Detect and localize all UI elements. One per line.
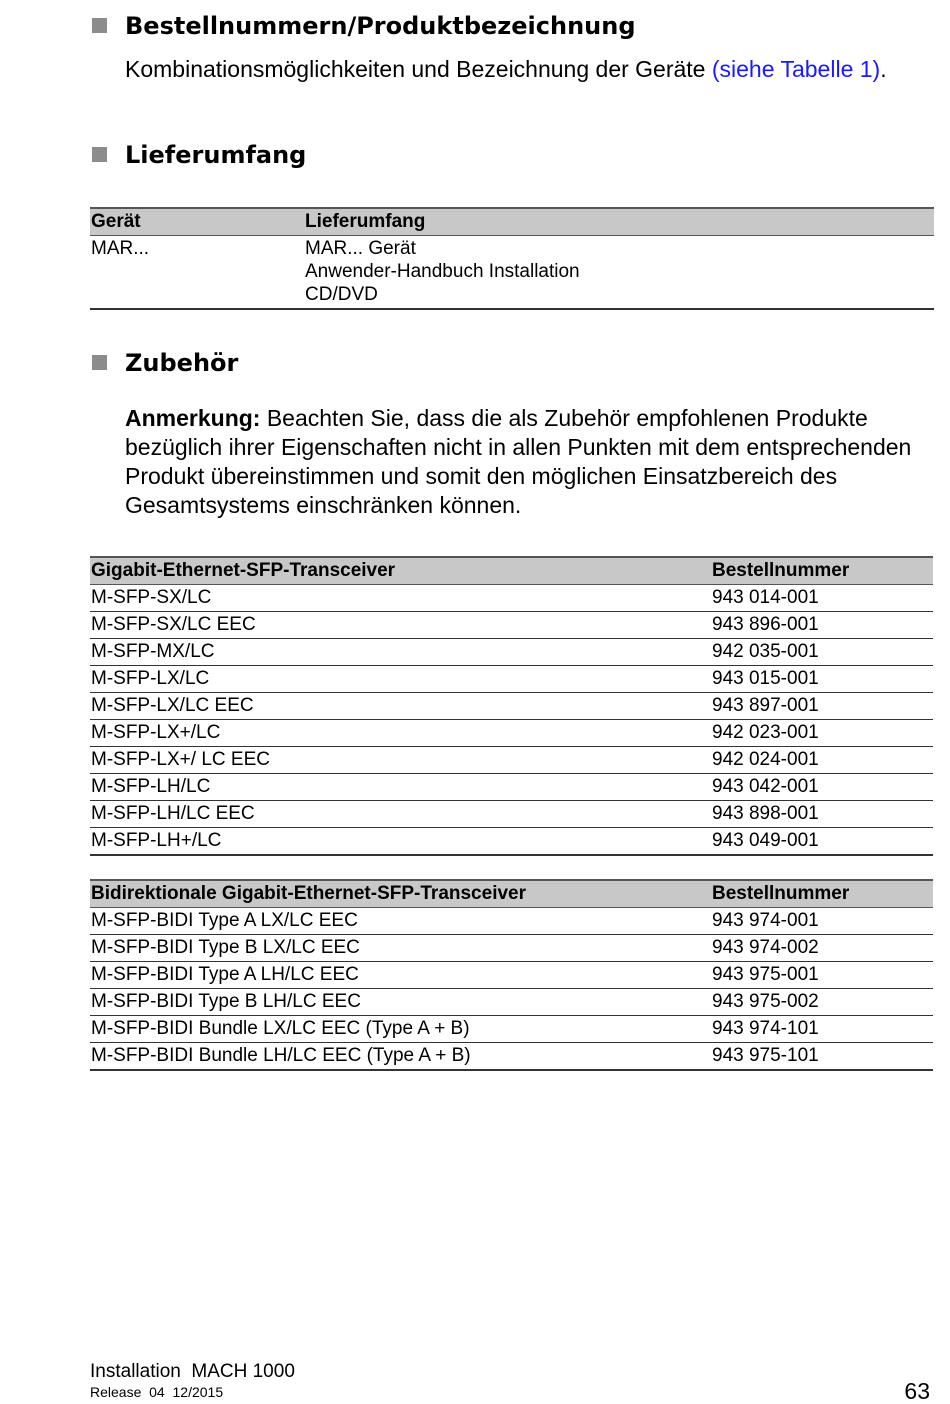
section-title-zubehoer: Zubehör bbox=[125, 349, 239, 377]
zubehoer-note bbox=[125, 404, 930, 520]
scope-item: MAR... Gerät bbox=[305, 238, 416, 259]
product-cell: M-SFP-LH+/LC bbox=[90, 828, 711, 856]
column-header-bestellnummer: Bestellnummer bbox=[711, 880, 933, 908]
table-row bbox=[90, 774, 933, 801]
section-bullet-icon bbox=[92, 18, 107, 33]
page-number: 63 bbox=[904, 1378, 930, 1404]
order-number-cell: 943 975-101 bbox=[711, 1043, 933, 1071]
table-row bbox=[90, 666, 933, 693]
product-cell: M-SFP-BIDI Type B LX/LC EEC bbox=[90, 935, 711, 962]
product-cell: M-SFP-BIDI Type A LH/LC EEC bbox=[90, 962, 711, 989]
order-number-cell: 943 975-002 bbox=[711, 989, 933, 1016]
column-header-geraet: Gerät bbox=[90, 208, 304, 236]
table-header-row bbox=[90, 880, 933, 908]
order-number-cell: 943 049-001 bbox=[711, 828, 933, 856]
product-cell: M-SFP-LX+/LC bbox=[90, 720, 711, 747]
table-row bbox=[90, 989, 933, 1016]
order-number-cell: 943 015-001 bbox=[711, 666, 933, 693]
order-number-cell: 943 975-001 bbox=[711, 962, 933, 989]
product-cell: M-SFP-SX/LC bbox=[90, 585, 711, 612]
table-row bbox=[90, 908, 933, 935]
note-label: Anmerkung: bbox=[125, 405, 261, 431]
table-header-row bbox=[90, 557, 933, 585]
column-header-bestellnummer: Bestellnummer bbox=[711, 557, 933, 585]
table-row bbox=[90, 693, 933, 720]
order-number-cell: 943 974-101 bbox=[711, 1016, 933, 1043]
table-header-row bbox=[90, 208, 934, 236]
product-cell: M-SFP-LH/LC bbox=[90, 774, 711, 801]
product-cell: M-SFP-LX/LC EEC bbox=[90, 693, 711, 720]
table-row bbox=[90, 1016, 933, 1043]
device-cell: MAR... bbox=[90, 236, 304, 310]
product-cell: M-SFP-BIDI Bundle LX/LC EEC (Type A + B) bbox=[90, 1016, 711, 1043]
table-row bbox=[90, 747, 933, 774]
bestell-paragraph bbox=[125, 55, 905, 84]
table-row bbox=[90, 612, 933, 639]
table-row bbox=[90, 639, 933, 666]
table-row bbox=[90, 1043, 933, 1071]
product-cell: M-SFP-SX/LC EEC bbox=[90, 612, 711, 639]
section-bullet-icon bbox=[92, 355, 107, 370]
table-row bbox=[90, 801, 933, 828]
product-cell: M-SFP-BIDI Bundle LH/LC EEC (Type A + B) bbox=[90, 1043, 711, 1071]
order-number-cell: 942 024-001 bbox=[711, 747, 933, 774]
column-header-bidi-transceiver: Bidirektionale Gigabit-Ethernet-SFP-Transceiver bbox=[90, 880, 711, 908]
column-header-lieferumfang: Lieferumfang bbox=[304, 208, 934, 236]
table-reference-link[interactable]: (siehe Tabelle 1) bbox=[711, 56, 881, 82]
gigabit-sfp-table bbox=[90, 556, 933, 856]
section-title-bestellnummern: Bestellnummern/Produktbezeichnung bbox=[125, 12, 636, 40]
table-row bbox=[90, 585, 933, 612]
product-cell: M-SFP-BIDI Type B LH/LC EEC bbox=[90, 989, 711, 1016]
footer-title: Installation MACH 1000 bbox=[90, 1361, 295, 1382]
product-cell: M-SFP-LH/LC EEC bbox=[90, 801, 711, 828]
scope-item: Anwender-Handbuch Installation bbox=[305, 261, 580, 282]
footer-release: Release 04 12/2015 bbox=[90, 1384, 224, 1400]
section-title-lieferumfang: Lieferumfang bbox=[125, 141, 307, 169]
note-text: Beachten Sie, dass die als Zubehör empfohlenen Produkte bezüglich ihrer Eigenschaften nicht in allen Punkten mit dem entsprechenden Produkt übereinstimmen und somit den möglichen Einsatzbereich des Gesamtsystems einschränken können. bbox=[125, 405, 912, 518]
bestell-text: Kombinationsmöglichkeiten und Bezeichnung der Geräte bbox=[125, 56, 712, 82]
product-cell: M-SFP-LX/LC bbox=[90, 666, 711, 693]
order-number-cell: 943 898-001 bbox=[711, 801, 933, 828]
order-number-cell: 943 896-001 bbox=[711, 612, 933, 639]
product-cell: M-SFP-MX/LC bbox=[90, 639, 711, 666]
bidi-sfp-table bbox=[90, 879, 933, 1071]
table-row bbox=[90, 962, 933, 989]
section-bullet-icon bbox=[92, 147, 107, 162]
lieferumfang-table bbox=[90, 207, 934, 310]
table-row bbox=[90, 236, 934, 310]
column-header-transceiver: Gigabit-Ethernet-SFP-Transceiver bbox=[90, 557, 711, 585]
order-number-cell: 942 035-001 bbox=[711, 639, 933, 666]
table-row bbox=[90, 828, 933, 856]
table-row bbox=[90, 720, 933, 747]
order-number-cell: 942 023-001 bbox=[711, 720, 933, 747]
order-number-cell: 943 897-001 bbox=[711, 693, 933, 720]
order-number-cell: 943 974-002 bbox=[711, 935, 933, 962]
bestell-text-end: . bbox=[880, 56, 887, 82]
table-row bbox=[90, 935, 933, 962]
scope-item: CD/DVD bbox=[305, 284, 378, 305]
order-number-cell: 943 042-001 bbox=[711, 774, 933, 801]
scope-cell bbox=[304, 236, 934, 310]
order-number-cell: 943 974-001 bbox=[711, 908, 933, 935]
product-cell: M-SFP-BIDI Type A LX/LC EEC bbox=[90, 908, 711, 935]
order-number-cell: 943 014-001 bbox=[711, 585, 933, 612]
product-cell: M-SFP-LX+/ LC EEC bbox=[90, 747, 711, 774]
